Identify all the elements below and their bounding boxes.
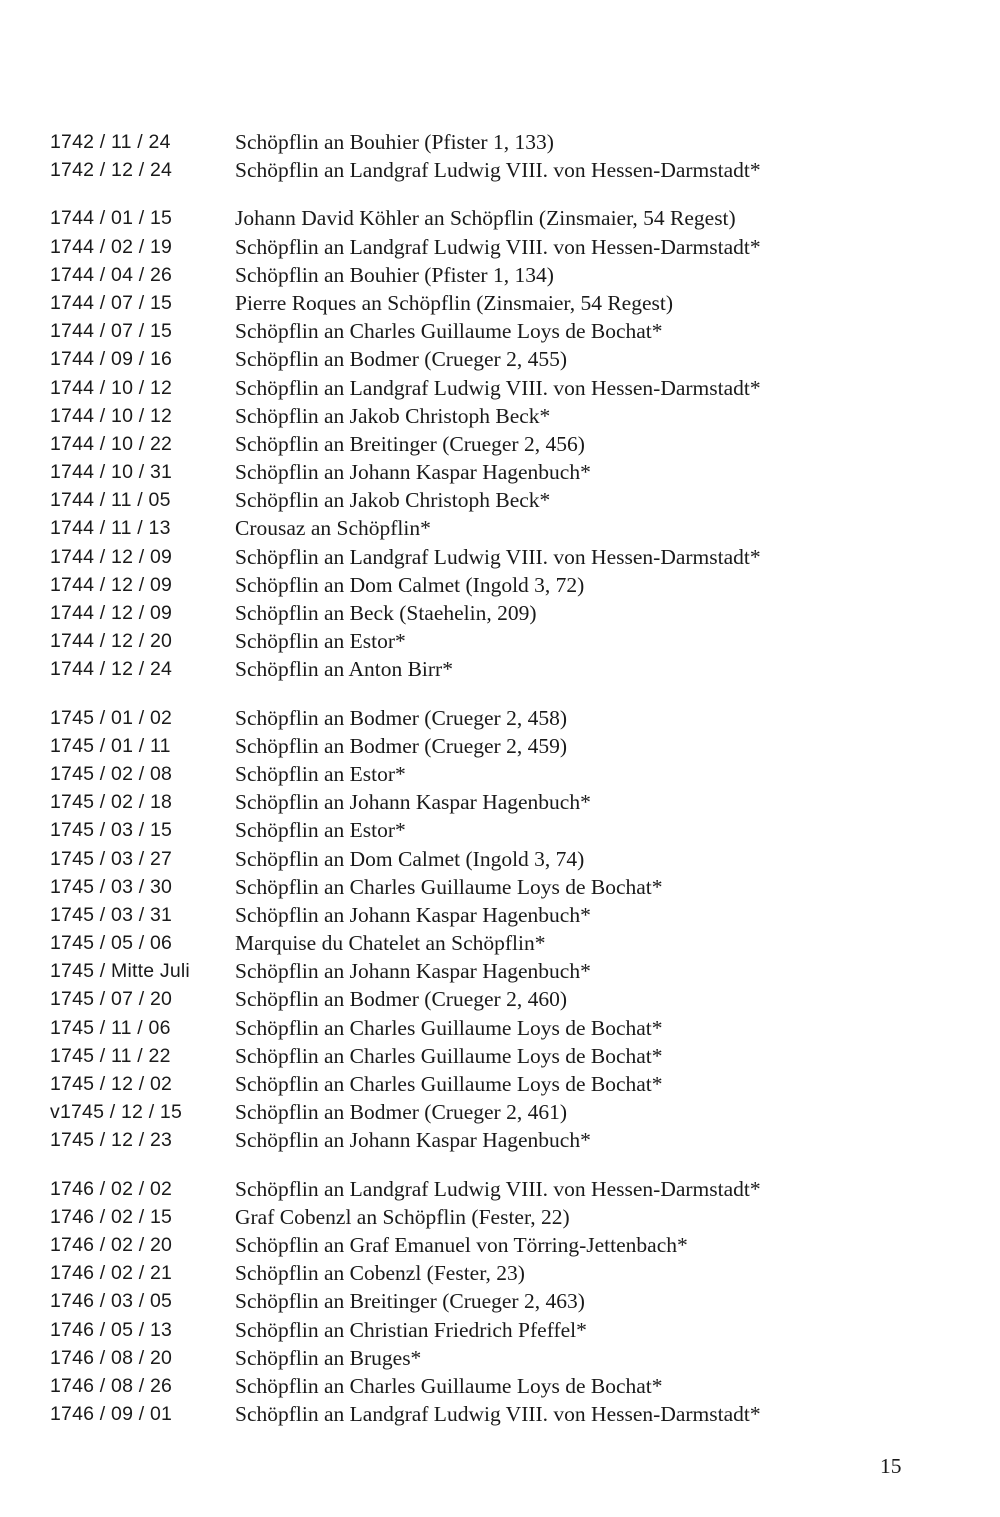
letter-date: 1745 / 11 / 06 (50, 1016, 171, 1039)
letter-entry (50, 1042, 910, 1070)
letter-date: 1744 / 07 / 15 (50, 320, 173, 343)
letter-description: Schöpflin an Charles Guillaume Loys de Bochat* (235, 874, 663, 899)
letter-date: 1744 / 12 / 09 (50, 545, 173, 568)
letter-entry (50, 627, 910, 655)
letter-entry (50, 1344, 910, 1372)
letter-date: 1745 / 01 / 02 (50, 706, 173, 729)
letter-description: Schöpflin an Johann Kaspar Hagenbuch* (235, 790, 591, 815)
letter-entry (50, 901, 910, 929)
year-group (50, 204, 910, 683)
letter-description: Schöpflin an Johann Kaspar Hagenbuch* (235, 460, 591, 485)
letter-description: Schöpflin an Bouhier (Pfister 1, 134) (235, 262, 554, 287)
letter-entry (50, 873, 910, 901)
letter-entry (50, 957, 910, 985)
letter-entry (50, 788, 910, 816)
letter-date: v1745 / 12 / 15 (50, 1101, 183, 1124)
letter-entry (50, 156, 910, 184)
letter-date: 1744 / 07 / 15 (50, 291, 173, 314)
letter-description: Schöpflin an Charles Guillaume Loys de Bochat* (235, 319, 663, 344)
letter-description: Schöpflin an Anton Birr* (235, 657, 453, 682)
letter-entry (50, 704, 910, 732)
letter-date: 1745 / Mitte Juli (50, 960, 190, 983)
letter-description: Crousaz an Schöpflin* (235, 516, 431, 541)
letter-date: 1744 / 12 / 09 (50, 573, 173, 596)
letter-entry (50, 458, 910, 486)
letter-description: Graf Cobenzl an Schöpflin (Fester, 22) (235, 1204, 570, 1229)
letter-date: 1744 / 02 / 19 (50, 235, 173, 258)
letter-date: 1745 / 12 / 23 (50, 1129, 173, 1152)
letter-date: 1742 / 11 / 24 (50, 131, 171, 153)
letter-date: 1746 / 03 / 05 (50, 1290, 173, 1313)
letter-date: 1744 / 09 / 16 (50, 348, 173, 371)
letter-entry (50, 1070, 910, 1098)
letter-date: 1746 / 02 / 02 (50, 1177, 173, 1200)
letter-description: Schöpflin an Bodmer (Crueger 2, 455) (235, 347, 567, 372)
letter-date: 1746 / 02 / 15 (50, 1205, 173, 1228)
letter-entry (50, 655, 910, 683)
letter-date: 1745 / 03 / 31 (50, 903, 173, 926)
letter-date: 1744 / 11 / 13 (50, 517, 171, 540)
letter-entry (50, 760, 910, 788)
letter-description: Schöpflin an Johann Kaspar Hagenbuch* (235, 1128, 591, 1153)
letter-date: 1745 / 03 / 15 (50, 819, 173, 842)
letter-entry (50, 204, 910, 232)
letter-description: Schöpflin an Landgraf Ludwig VIII. von Hessen-Darmstadt* (235, 544, 761, 569)
letter-date: 1744 / 10 / 12 (50, 376, 173, 399)
letter-entry (50, 1316, 910, 1344)
letter-description: Schöpflin an Charles Guillaume Loys de Bochat* (235, 1015, 663, 1040)
letter-entry (50, 486, 910, 514)
letter-description: Schöpflin an Bodmer (Crueger 2, 460) (235, 987, 567, 1012)
letter-register (50, 128, 910, 1448)
letter-entry (50, 317, 910, 345)
letter-entry (50, 543, 910, 571)
letter-description: Pierre Roques an Schöpflin (Zinsmaier, 54 Regest) (235, 290, 673, 315)
letter-entry (50, 289, 910, 317)
letter-date: 1744 / 04 / 26 (50, 263, 173, 286)
letter-date: 1742 / 12 / 24 (50, 159, 173, 182)
letter-date: 1746 / 08 / 26 (50, 1374, 173, 1397)
letter-description: Schöpflin an Bouhier (Pfister 1, 133) (235, 130, 554, 154)
letter-date: 1744 / 12 / 20 (50, 630, 173, 653)
letter-date: 1744 / 01 / 15 (50, 207, 173, 230)
letter-entry (50, 233, 910, 261)
letter-date: 1744 / 11 / 05 (50, 489, 171, 512)
letter-date: 1744 / 10 / 31 (50, 461, 173, 484)
letter-entry (50, 1175, 910, 1203)
letter-description: Schöpflin an Charles Guillaume Loys de Bochat* (235, 1072, 663, 1096)
year-group (50, 704, 910, 1155)
letter-description: Schöpflin an Beck (Staehelin, 209) (235, 601, 537, 625)
letter-entry (50, 128, 910, 156)
letter-date: 1745 / 12 / 02 (50, 1073, 173, 1095)
letter-entry (50, 1287, 910, 1315)
letter-description: Schöpflin an Dom Calmet (Ingold 3, 72) (235, 572, 585, 597)
letter-entry (50, 571, 910, 599)
letter-date: 1745 / 07 / 20 (50, 988, 173, 1011)
letter-entry (50, 1372, 910, 1400)
letter-description: Schöpflin an Graf Emanuel von Törring-Jettenbach* (235, 1232, 688, 1257)
letter-date: 1745 / 02 / 18 (50, 791, 173, 814)
letter-date: 1744 / 10 / 12 (50, 404, 173, 427)
letter-entry (50, 402, 910, 430)
letter-entry (50, 1259, 910, 1287)
letter-description: Schöpflin an Breitinger (Crueger 2, 456) (235, 431, 585, 456)
letter-date: 1744 / 10 / 22 (50, 432, 173, 455)
letter-description: Schöpflin an Landgraf Ludwig VIII. von Hessen-Darmstadt* (235, 1402, 761, 1427)
letter-entry (50, 1014, 910, 1042)
letter-date: 1745 / 11 / 22 (50, 1044, 171, 1067)
letter-entry (50, 1126, 910, 1154)
letter-description: Schöpflin an Landgraf Ludwig VIII. von Hessen-Darmstadt* (235, 234, 761, 259)
letter-date: 1745 / 03 / 27 (50, 847, 173, 870)
letter-entry (50, 514, 910, 542)
letter-description: Schöpflin an Estor* (235, 761, 406, 786)
letter-description: Schöpflin an Johann Kaspar Hagenbuch* (235, 959, 591, 984)
letter-description: Marquise du Chatelet an Schöpflin* (235, 931, 546, 956)
letter-date: 1745 / 02 / 08 (50, 762, 173, 785)
letter-entry (50, 845, 910, 873)
letter-entry (50, 430, 910, 458)
letter-date: 1746 / 05 / 13 (50, 1318, 173, 1341)
letter-entry (50, 732, 910, 760)
letter-description: Schöpflin an Johann Kaspar Hagenbuch* (235, 902, 591, 927)
letter-description: Schöpflin an Charles Guillaume Loys de Bochat* (235, 1373, 663, 1398)
letter-entry (50, 1400, 910, 1428)
letter-description: Johann David Köhler an Schöpflin (Zinsmaier, 54 Regest) (235, 206, 736, 231)
letter-date: 1746 / 09 / 01 (50, 1403, 173, 1426)
letter-date: 1745 / 05 / 06 (50, 932, 173, 955)
letter-entry (50, 261, 910, 289)
letter-description: Schöpflin an Cobenzl (Fester, 23) (235, 1261, 525, 1286)
letter-entry (50, 1231, 910, 1259)
letter-description: Schöpflin an Landgraf Ludwig VIII. von Hessen-Darmstadt* (235, 375, 761, 400)
year-group (50, 1175, 910, 1429)
letter-description: Schöpflin an Landgraf Ludwig VIII. von Hessen-Darmstadt* (235, 158, 761, 183)
letter-description: Schöpflin an Dom Calmet (Ingold 3, 74) (235, 846, 585, 871)
letter-entry (50, 929, 910, 957)
letter-description: Schöpflin an Breitinger (Crueger 2, 463) (235, 1289, 585, 1314)
letter-date: 1745 / 01 / 11 (50, 734, 171, 757)
letter-date: 1744 / 12 / 09 (50, 602, 173, 624)
letter-entry (50, 816, 910, 844)
year-group (50, 128, 910, 184)
letter-description: Schöpflin an Charles Guillaume Loys de Bochat* (235, 1043, 663, 1068)
letter-entry (50, 374, 910, 402)
letter-description: Schöpflin an Bodmer (Crueger 2, 461) (235, 1100, 567, 1125)
letter-description: Schöpflin an Christian Friedrich Pfeffel* (235, 1317, 587, 1342)
letter-entry (50, 1203, 910, 1231)
letter-entry (50, 599, 910, 627)
letter-description: Schöpflin an Estor* (235, 818, 406, 843)
letter-description: Schöpflin an Bruges* (235, 1345, 422, 1370)
page-number: 15 (880, 1454, 902, 1478)
letter-description: Schöpflin an Bodmer (Crueger 2, 459) (235, 733, 567, 758)
letter-description: Schöpflin an Estor* (235, 629, 406, 654)
letter-entry (50, 1098, 910, 1126)
letter-date: 1745 / 03 / 30 (50, 875, 173, 898)
letter-date: 1746 / 02 / 20 (50, 1233, 173, 1256)
letter-date: 1744 / 12 / 24 (50, 658, 173, 681)
letter-date: 1746 / 02 / 21 (50, 1262, 173, 1285)
letter-date: 1746 / 08 / 20 (50, 1346, 173, 1369)
letter-description: Schöpflin an Jakob Christoph Beck* (235, 488, 551, 513)
letter-entry (50, 985, 910, 1013)
letter-description: Schöpflin an Jakob Christoph Beck* (235, 403, 551, 428)
letter-description: Schöpflin an Landgraf Ludwig VIII. von Hessen-Darmstadt* (235, 1176, 761, 1201)
letter-entry (50, 345, 910, 373)
letter-description: Schöpflin an Bodmer (Crueger 2, 458) (235, 705, 567, 730)
